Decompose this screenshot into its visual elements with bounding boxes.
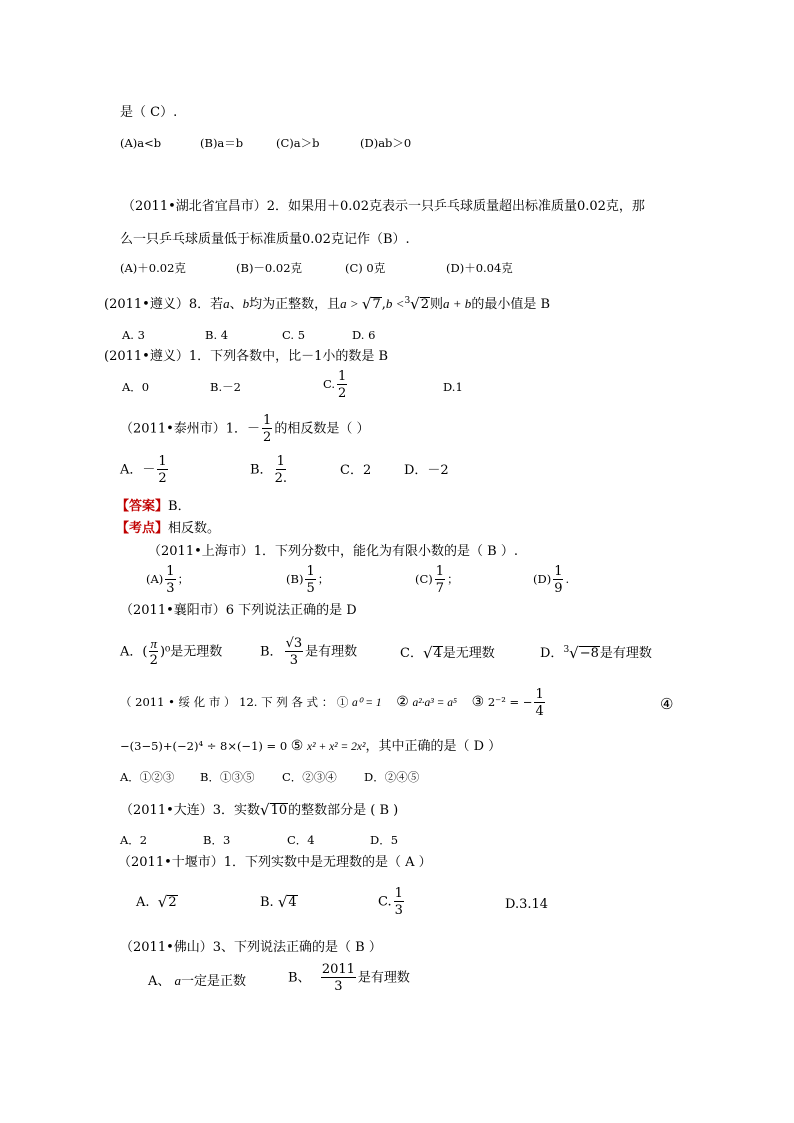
q6-option-b: B． $\frac{√3}{3}$ 是有理数 (260, 636, 358, 668)
q4-answer: 【答案】B． (116, 499, 191, 514)
q3-option-b: B.－2 (210, 380, 241, 394)
q6-option-c: C． √ 4 是无理数 (400, 644, 495, 662)
q7-option-b: B．①③⑤ (200, 770, 255, 784)
q2-sep: 、 (229, 297, 243, 313)
q9-option-c: C. $\frac{1}{3}$ (378, 886, 403, 918)
q1-option-d: (D)＋0.04克 (446, 261, 513, 275)
q3-option-d: D.1 (443, 380, 463, 394)
q8-line: （2011•大连）3．实数 √ 10 的整数部分是 ( B ) (120, 801, 399, 819)
q7-option-a: A．①②③ (120, 770, 175, 784)
q4-point: 【考点】相反数。 (116, 521, 221, 536)
q8-sqrt10: √ 10 (260, 801, 288, 819)
q4-option-b: B． $\frac{1}{2.}$ (250, 454, 287, 486)
q6-option-a: A．( $\frac{\pi}{2}$ )⁰是无理数 (120, 636, 223, 668)
q6-line: （2011•襄阳市）6 下列说法正确的是 D (120, 603, 357, 618)
q8-option-d: D．5 (370, 833, 399, 847)
q0-tail: 是（ C）. (120, 105, 178, 120)
q1-line2: 么一只乒乓球质量低于标准质量0.02克记作（B）. (120, 232, 410, 247)
q5-option-d: (D) $\frac{1}{9}$ . (533, 564, 570, 596)
q2-cbrt2: 3 √ 2 (404, 295, 430, 314)
q1-option-b: (B)－0.02克 (236, 261, 303, 275)
q4-option-c: C．2 (340, 463, 372, 478)
q2-var-a: a (223, 296, 230, 312)
q5-option-b: (B) $\frac{1}{5}$ ； (286, 564, 330, 596)
q2-tail3: 的最小值是 B (471, 297, 550, 313)
q10-line: （2011•佛山）3、下列说法正确的是（ B ） (120, 940, 382, 955)
point-tag: 【考点】 (116, 521, 169, 536)
q2-ineq2: b < (385, 296, 405, 312)
q3-option-c: C. $\frac{1}{2}$ (323, 369, 347, 401)
q1-option-c: (C) 0克 (345, 261, 386, 275)
q4-line: （2011•泰州市）1．－ $\frac{1}{2}$ 的相反数是（ ） (120, 413, 370, 445)
q9-option-d: D.3.14 (505, 897, 549, 912)
q7-line2: −(3−5)+(−2)⁴ ÷ 8×(−1) = 0 ⑤ x² + x² = 2x²，其中正确的是（ D ） (120, 738, 502, 754)
q3-option-a: A．0 (122, 380, 150, 394)
q2-comma: , (381, 297, 386, 313)
q8-option-a: A．2 (120, 833, 148, 847)
q7-circled-4: ④ (660, 695, 674, 713)
q5-option-c: (C) $\frac{1}{7}$ ； (415, 564, 459, 596)
q10-option-b: B、 $\frac{2011}{3}$ 是有理数 (288, 962, 410, 994)
q2-option-c: C. 5 (282, 328, 306, 342)
q9-line: （2011•十堰市）1．下列实数中是无理数的是（ A ） (118, 855, 432, 870)
q9-option-a: A. √ 2 (136, 893, 177, 911)
q0-option-c: (C)a＞b (276, 136, 320, 150)
q2-option-b: B. 4 (205, 328, 229, 342)
q8-option-b: B．3 (203, 833, 231, 847)
q2-line (104, 297, 550, 312)
q2-ineq1: a > (340, 296, 362, 312)
q3-line: (2011•遵义）1．下列各数中，比－1小的数是 B (104, 349, 389, 364)
q2-option-d: D. 6 (352, 328, 376, 342)
q2-sqrt7: √ 7 (361, 295, 381, 313)
q7-option-d: D．②④⑤ (364, 770, 420, 784)
q7-line1: （ 2011 • 绥 化 市 ） 12. 下 列 各 式 ： ① a⁰ = 1 ② a²·a³ = a⁵ ③ 2⁻² = − $\frac{1}{4}$ (120, 687, 544, 719)
q1-line1: （2011•湖北省宜昌市）2．如果用＋0.02克表示一只乒乓球质量超出标准质量0.02克，那 (122, 199, 645, 214)
q1-option-a: (A)＋0.02克 (120, 261, 186, 275)
q7-option-c: C．②③④ (282, 770, 337, 784)
q6-option-d: D． 3 √ −8 是有理数 (540, 644, 652, 662)
q2-var-b: b (242, 296, 250, 312)
q5-option-a: (A) $\frac{1}{3}$ ； (146, 564, 190, 596)
q10-option-a: A、 a一定是正数 (148, 973, 247, 989)
q2-mid: 均为正整数，且 (249, 297, 341, 313)
q2-tail1: 则 (430, 297, 444, 313)
q0-option-d: (D)ab＞0 (360, 136, 412, 150)
q5-line: （2011•上海市）1．下列分数中，能化为有限小数的是（ B ）. (148, 544, 518, 559)
q0-option-b: (B)a＝b (200, 136, 244, 150)
q4-option-d: D．－2 (404, 463, 449, 478)
q8-option-c: C．4 (287, 833, 315, 847)
q2-tail2: a + b (443, 296, 472, 312)
q0-option-a: (A)a<b (120, 136, 162, 150)
q2-prefix: (2011•遵义）8．若 (104, 297, 224, 313)
answer-tag: 【答案】 (116, 499, 169, 514)
q4-option-a: A．－ $\frac{1}{2}$ (120, 454, 167, 486)
q2-option-a: A. 3 (122, 328, 145, 342)
q4-fraction: $\frac{1}{2}$ (263, 413, 272, 445)
q9-option-b: B. √ 4 (260, 893, 297, 911)
